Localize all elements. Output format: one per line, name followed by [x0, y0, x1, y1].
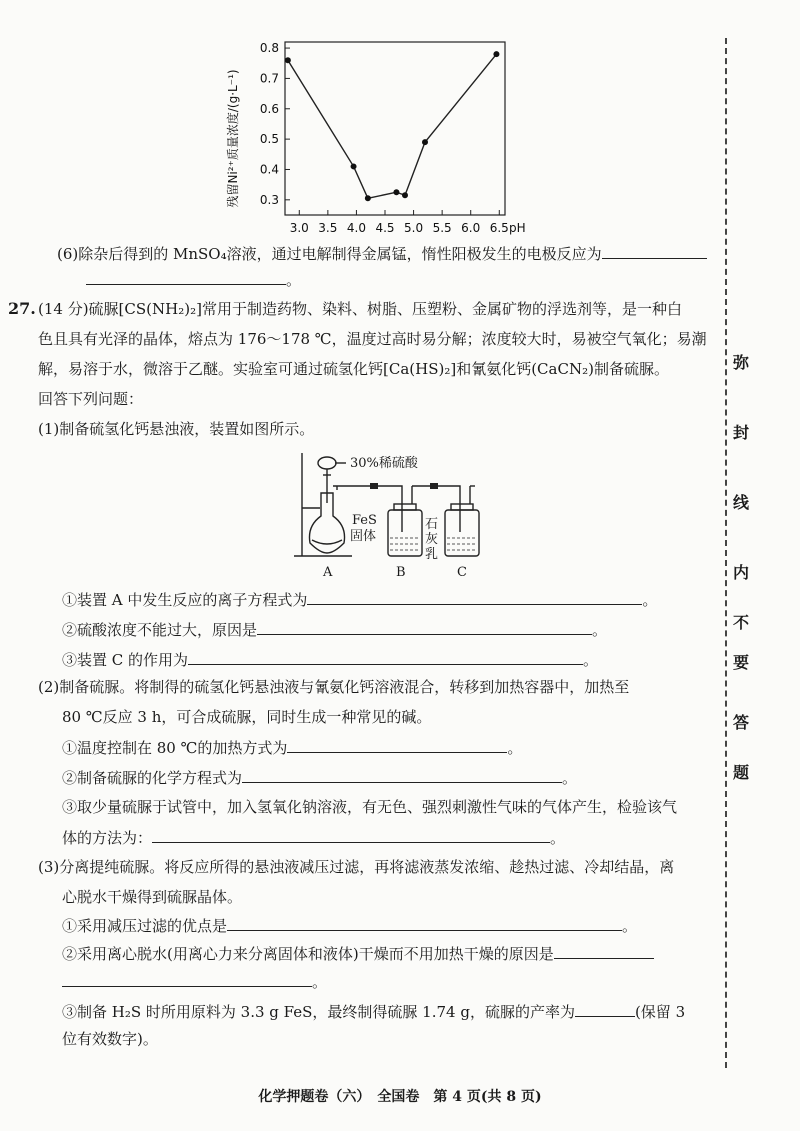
data-point: [493, 51, 499, 57]
part1-q3-blank[interactable]: [188, 648, 583, 665]
acid-label: 30%稀硫酸: [350, 456, 418, 471]
seal-line: [725, 38, 727, 1068]
part2-q3-blank[interactable]: [152, 826, 550, 843]
y-axis-label: 残留Ni²⁺质量浓度/(g·L⁻¹): [226, 69, 240, 208]
part2-q2-blank[interactable]: [242, 766, 562, 783]
part3-line1: (3)分离提纯硫脲。将反应所得的悬浊液减压过滤，再将滤液蒸发浓缩、趁热过滤、冷却结晶，离: [38, 858, 675, 876]
label-c: C: [457, 565, 467, 580]
lime-label-2: 灰: [425, 532, 439, 547]
part3-q2: ②采用离心脱水(用离心力来分离固体和液体)干燥而不用加热干燥的原因是: [62, 942, 654, 965]
q27-line1: (14 分)硫脲[CS(NH₂)₂]常用于制造药物、染料、树脂、压塑粉、金属矿物的浮选剂等，是一种白: [38, 300, 682, 318]
seal-char: 弥: [733, 353, 750, 372]
data-point: [365, 195, 371, 201]
q6-answer-blank[interactable]: [602, 242, 707, 259]
q27-number: 27.: [8, 299, 36, 318]
q27-line2: 色且具有光泽的晶体，熔点为 176～178 ℃，温度过高时易分解；浓度较大时，易被空气氧化；易潮: [38, 330, 707, 348]
part3-q2-blank-2[interactable]: [62, 970, 312, 987]
lime-label-3: 乳: [425, 547, 439, 562]
part2-q3b: 体的方法为： 。: [62, 826, 565, 849]
y-tick-label: 0.7: [259, 71, 279, 86]
x-tick-label: 6.5: [489, 221, 509, 235]
q6-line: [57, 242, 707, 265]
seal-char: 要: [733, 653, 750, 672]
label-b: B: [396, 565, 406, 580]
bottle-c: [445, 510, 479, 556]
q27-line4: 回答下列问题：: [38, 390, 144, 408]
fes-label-1: FeS: [352, 513, 377, 528]
seal-char: 封: [733, 423, 750, 442]
x-tick-label: 5.0: [404, 221, 424, 235]
data-point: [422, 139, 428, 145]
label-a: A: [323, 565, 333, 580]
x-tick-label: 6.0: [461, 221, 481, 235]
data-point: [351, 163, 357, 169]
part3-q3a: ③制备 H₂S 时所用原料为 3.3 g FeS，最终制得硫脲 1.74 g，硫脲的产率为 (保留 3: [62, 1000, 685, 1023]
part2-line1: (2)制备硫脲。将制得的硫氢化钙悬浊液与氰氨化钙溶液混合，转移到加热容器中，加热至: [38, 678, 630, 696]
data-point: [402, 192, 408, 198]
funnel-bulb: [318, 457, 336, 469]
part1-q1: ①装置 A 中发生反应的离子方程式为 。: [62, 588, 657, 611]
seal-char: 答: [733, 713, 750, 732]
series-line: [288, 54, 497, 198]
q6-line2: 。: [86, 268, 301, 291]
part1-q1-blank[interactable]: [307, 588, 642, 605]
x-tick-label: 4.5: [375, 221, 395, 235]
x-axis-label: pH: [509, 221, 526, 235]
y-tick-label: 0.5: [259, 132, 279, 147]
q27-line3: 解，易溶于水，微溶于乙醚。实验室可通过硫氢化钙[Ca(HS)₂]和氰氨化钙(CaCN₂)制备硫脲。: [38, 360, 669, 378]
part3-q2-blank[interactable]: [554, 942, 654, 959]
part2-q3a: ③取少量硫脲于试管中，加入氢氧化钠溶液，有无色、强烈刺激性气味的气体产生，检验该气: [62, 798, 678, 816]
x-tick-label: 3.0: [289, 221, 309, 235]
q6-answer-blank-2[interactable]: [86, 268, 286, 285]
seal-char: 题: [733, 763, 750, 782]
y-tick-label: 0.8: [259, 41, 279, 56]
part2-q2: ②制备硫脲的化学方程式为 。: [62, 766, 577, 789]
data-point: [393, 189, 399, 195]
part3-q3c: 位有效数字)。: [62, 1030, 158, 1048]
part2-line2: 80 ℃反应 3 h，可合成硫脲，同时生成一种常见的碱。: [62, 708, 432, 726]
page-footer: 化学押题卷（六） 全国卷 第 4 页(共 8 页): [258, 1089, 542, 1105]
y-tick-label: 0.3: [259, 192, 279, 207]
part3-q3-blank[interactable]: [575, 1000, 635, 1017]
data-point: [285, 57, 291, 63]
q6-text: (6)除杂后得到的 MnSO₄溶液，通过电解制得金属锰，惰性阳极发生的电极反应为: [57, 245, 602, 263]
part1-q3: ③装置 C 的作用为 。: [62, 648, 598, 671]
part1-q2: ②硫酸浓度不能过大，原因是 。: [62, 618, 607, 641]
x-tick-label: 5.5: [432, 221, 452, 235]
y-tick-label: 0.6: [259, 101, 279, 116]
part1-title: (1)制备硫氢化钙悬浊液，装置如图所示。: [38, 420, 315, 438]
x-tick-label: 4.0: [346, 221, 366, 235]
y-tick-label: 0.4: [259, 162, 279, 177]
part2-q1-blank[interactable]: [287, 736, 507, 753]
seal-char: 不: [733, 613, 750, 632]
ni-concentration-chart: [215, 30, 545, 245]
plot-frame: [285, 42, 505, 215]
bottle-b: [388, 510, 422, 556]
lime-label-1: 石: [425, 517, 439, 532]
part2-q1: ①温度控制在 80 ℃的加热方式为 。: [62, 736, 522, 759]
part3-q1-blank[interactable]: [227, 914, 622, 931]
seal-char: 线: [733, 493, 750, 512]
part3-q2-cont: 。: [62, 970, 327, 993]
x-tick-label: 3.5: [318, 221, 338, 235]
part3-q1: ①采用减压过滤的优点是 。: [62, 914, 637, 937]
part1-q2-blank[interactable]: [257, 618, 592, 635]
fes-label-2: 固体: [350, 529, 377, 544]
part3-line2: 心脱水干燥得到硫脲晶体。: [62, 888, 243, 906]
seal-char: 内: [733, 563, 750, 582]
